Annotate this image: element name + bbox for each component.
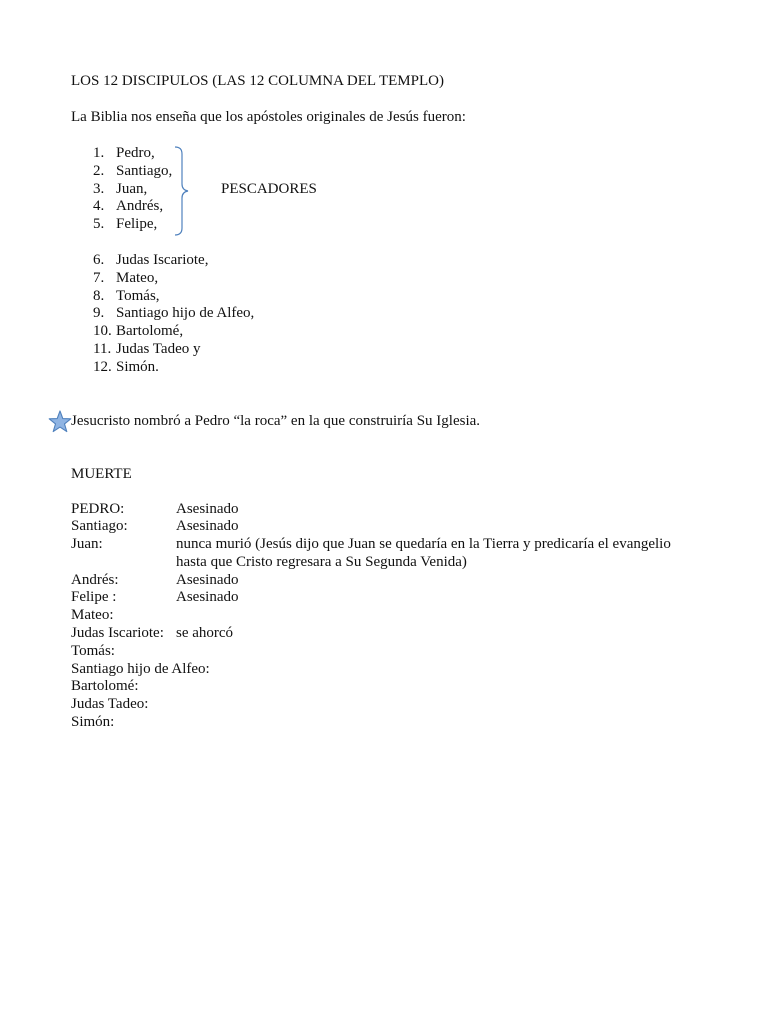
fishermen-label: PESCADORES [221,180,317,197]
intro-paragraph: La Biblia nos enseña que los apóstoles originales de Jesús fueron: [71,109,466,125]
death-row [71,572,710,590]
list-number: 6. [93,252,105,268]
fate-text: se ahorcó [176,625,234,642]
list-item [93,359,254,377]
disciple-label: Tomás: [71,642,115,659]
list-item [93,305,254,323]
brace-stroke [175,147,188,235]
disciple-label: Judas Tadeo: [71,696,149,713]
list-number: 4. [93,198,105,215]
list-item [93,181,172,199]
disciple-name: Bartolomé, [116,323,184,340]
disciple-label: Santiago hijo de Alfeo: [71,660,210,677]
list-number: 9. [93,305,105,322]
death-row [71,643,710,661]
list-number: 12. [93,358,112,375]
death-row [71,625,710,643]
list-item [93,198,172,216]
list-number: 11. [93,340,112,357]
list-item [93,323,254,341]
death-row [71,536,710,572]
fate-text [176,678,676,696]
disciple-label: Simón: [71,714,115,731]
fate-text: Asesinado [176,500,239,517]
disciple-name: Juan, [116,180,148,197]
disciple-label: Felipe : [71,589,117,606]
death-row [71,714,710,732]
fate-text: Asesinado [176,589,239,606]
disciple-name: Tomás, [116,287,160,304]
list-number: 2. [93,162,105,179]
other-disciples-list [93,252,254,377]
fate-text [176,607,676,625]
death-row [71,678,710,696]
disciple-name: Pedro, [116,145,155,161]
disciple-name: Santiago hijo de Alfeo, [116,305,255,322]
disciple-label: Bartolomé: [71,678,139,695]
disciple-label: Santiago: [71,518,128,535]
fate-text [176,643,676,661]
disciple-name: Mateo, [116,269,159,286]
disciple-label: Mateo: [71,607,114,624]
list-number: 7. [93,269,105,286]
death-table [71,501,710,732]
disciple-label: Judas Iscariote: [71,625,164,642]
document-title: LOS 12 DISCIPULOS (LAS 12 COLUMNA DEL TEMPLO) [71,73,444,89]
list-number: 8. [93,287,105,304]
fate-text [176,696,676,714]
list-item [93,216,172,234]
right-brace [174,146,190,236]
list-item [93,163,172,181]
death-row [71,661,710,679]
list-number: 3. [93,180,105,197]
death-row [71,501,710,519]
fate-text: Asesinado [176,518,239,535]
list-number: 1. [93,145,105,161]
disciple-label: Juan: [71,536,103,553]
fate-text [176,714,676,732]
list-item [93,341,254,359]
fate-text: nunca murió (Jesús dijo que Juan se quedaría en la Tierra y predicaría el evangelio hasta que Cristo regresara a Su Segunda Venida) [176,536,671,570]
list-number: 10. [93,323,112,340]
death-row [71,518,710,536]
disciple-name: Simón. [116,358,159,375]
list-item [93,145,172,163]
star-shape [49,411,71,432]
disciple-name: Judas Tadeo y [116,340,201,357]
rock-note: Jesucristo nombró a Pedro “la roca” en la que construiría Su Iglesia. [71,412,481,429]
disciple-name: Felipe, [116,216,158,233]
list-item [93,270,254,288]
disciple-label: Andrés: [71,571,119,588]
disciple-name: Judas Iscariote, [116,252,209,268]
death-row [71,696,710,714]
disciple-label: PEDRO: [71,500,125,517]
star-icon [48,410,72,434]
list-number: 5. [93,216,105,233]
disciple-name: Santiago, [116,162,173,179]
list-item [93,288,254,306]
fate-text: Asesinado [176,571,239,588]
fishermen-list [93,145,172,234]
death-row [71,607,710,625]
death-heading: MUERTE [71,466,132,482]
fate-text [210,661,710,679]
death-row [71,589,710,607]
disciple-name: Andrés, [116,198,164,215]
list-item [93,252,254,270]
